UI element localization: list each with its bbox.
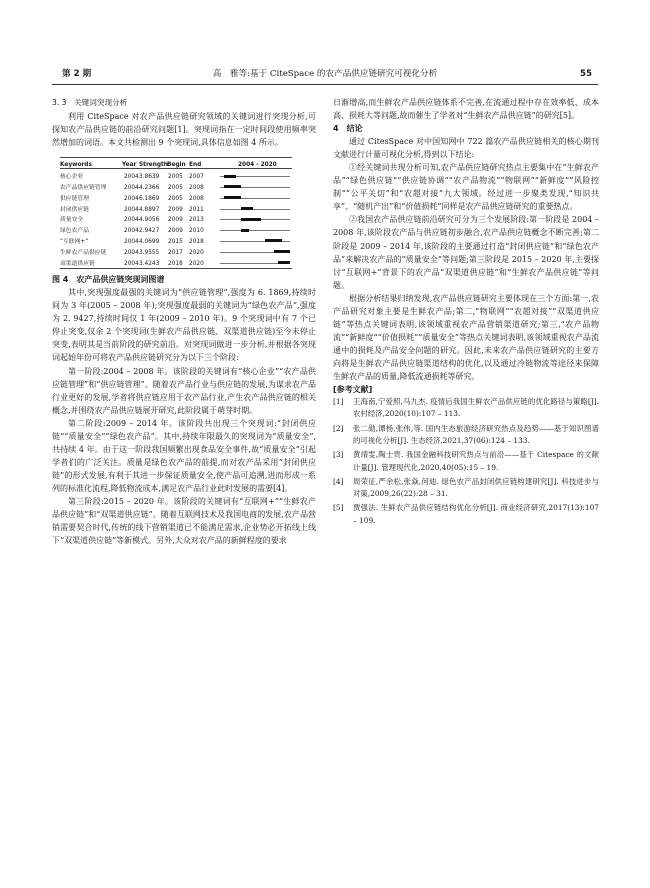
running-header bbox=[52, 66, 598, 82]
reference-number: [2] bbox=[333, 423, 344, 433]
paragraph: 根据分析结果归纳发现,农产品供应链研究主要体现在三个方面:第一,农产品研究对象主要是生鲜农产品;第二,“物联网”“农超对接”“双渠道供应链”等热点关键词表明,该领域重视农产品营销渠道研究;第三,“农产品物流”“新鲜度”“价值损耗”“质量安全”等热点关键词表明,该领域重视农产品流通中的损耗及产品安全问题的研究。因此,未来农产品供应链研究的主要方向将是生鲜农产品供应链渠道结构的优化,以及通过冷链物流等途径来保障生鲜农产品的质量,降低流通损耗等研究。 bbox=[333, 293, 599, 381]
paragraph: 利用 CiteSpace 对农产品供应链研究领域的关键词进行突现分析,可探知农产品供应链的前沿研究问题[1]。突现词指在一定时间段使用频率突然增加的词语。本文共检测出 9 个突现词,具体信息如图 4 所示。 bbox=[52, 112, 316, 148]
keyword-cell: 绿色农产品 bbox=[60, 228, 89, 235]
year-cell: 2004 bbox=[124, 238, 139, 245]
reference-number: [5] bbox=[333, 503, 344, 513]
end-cell: 2020 bbox=[189, 249, 204, 256]
end-cell: 2010 bbox=[189, 228, 204, 235]
begin-cell: 2017 bbox=[168, 249, 183, 256]
burst-row bbox=[60, 258, 292, 269]
page-number: 55 bbox=[580, 69, 592, 79]
strength-cell: 3.4243 bbox=[139, 260, 160, 267]
col-header-begin: Begin bbox=[167, 162, 186, 169]
keyword-cell: 封闭供应链 bbox=[60, 206, 89, 213]
year-cell: 2004 bbox=[124, 249, 139, 256]
end-cell: 2018 bbox=[189, 238, 204, 245]
right-column bbox=[333, 96, 599, 529]
paragraph: 日渐增高,而生鲜农产品供应链体系不完善,在流通过程中存在效率低、成本高、损耗大等问题,故而催生了学者对“生鲜农产品供应链”的研究[5]。 bbox=[333, 98, 599, 121]
end-cell: 2007 bbox=[189, 174, 204, 181]
burst-bar bbox=[241, 218, 262, 221]
burst-row bbox=[60, 236, 292, 247]
col-header-range: 2004 - 2020 bbox=[238, 162, 277, 169]
reference-text: 贾强法. 生鲜农产品供应链结构优化分析[J]. 商业经济研究,2017(13):107 – 109. bbox=[353, 503, 599, 525]
paragraph: ②我国农产品供应链前沿研究可分为三个发展阶段:第一阶段是 2004 – 2008 年,该阶段农产品与供应链初步融合,农产品供应链概念不断完善;第二阶段是 2009 – 2014 年,该阶段的主要通过打造“封闭供应链”和“绿色农产品”来解决农产品的“质量安全”等问题;第三阶段是 2015 – 2020 年,主要探讨“互联网+”背景下的农产品“双渠道供应链”和“生鲜农产品供应链”等问题。 bbox=[333, 215, 599, 290]
table-bottom-rule bbox=[60, 268, 292, 269]
reference-item bbox=[333, 476, 599, 501]
running-title: 高 雅等:基于 CiteSpace 的农产品供应链研究可视化分析 bbox=[212, 69, 438, 79]
reference-number: [4] bbox=[333, 476, 344, 486]
burst-row bbox=[60, 247, 292, 258]
reference-item bbox=[333, 423, 599, 448]
timeline-baseline bbox=[220, 230, 290, 231]
burst-row bbox=[60, 204, 292, 215]
keyword-cell: 质量安全 bbox=[60, 217, 84, 224]
col-header-end: End bbox=[189, 162, 202, 169]
burst-bar bbox=[224, 185, 240, 188]
reference-item bbox=[333, 502, 599, 527]
reference-item bbox=[333, 396, 599, 421]
paragraph: ①经关键词共现分析可知,农产品供应链研究热点主要集中在“生鲜农产品”“绿色供应链”“供应链协调”“农产品物流”“物联网”“新鲜度”“风险控制”“公平关切”和“农超对接”九大领域。经过进一步聚类发现,“知识共享”、“随机产出”和“价值损耗”同样是农产品供应链研究的重要热点。 bbox=[333, 163, 599, 212]
strength-cell: 4.8897 bbox=[139, 206, 160, 213]
end-cell: 2013 bbox=[189, 217, 204, 224]
reference-text: 王海南,宁爱照,马九杰. 疫情后我国生鲜农产品供应链的优化路径与策略[J]. 农村经济,2020(10):107 – 113. bbox=[353, 397, 599, 419]
figure-caption: 图 4 农产品供应链突现词图谱 bbox=[52, 275, 165, 285]
burst-bar bbox=[265, 239, 281, 242]
timeline-baseline bbox=[220, 209, 290, 210]
keyword-cell: “互联网+” bbox=[60, 238, 89, 245]
reference-text: 张二勋,谭杨,张伟,等. 国内生态旅游经济研究热点及趋势——基于知识图谱的可视化分析[J]. 生态经济,2021,37(06):124 – 133. bbox=[353, 423, 599, 445]
begin-cell: 2005 bbox=[168, 174, 183, 181]
burst-bar bbox=[224, 196, 240, 199]
strength-cell: 3.8639 bbox=[139, 174, 160, 181]
reference-list bbox=[333, 396, 599, 527]
year-cell: 2004 bbox=[124, 195, 139, 202]
burst-row bbox=[60, 214, 292, 225]
paragraph: 通过 CitesSpace 对中国知网中 722 篇农产品供应链相关的核心期刊文献进行计量可视化分析,得到以下结论: bbox=[333, 137, 599, 160]
burst-row bbox=[60, 225, 292, 236]
end-cell: 2008 bbox=[189, 184, 204, 191]
burst-row bbox=[60, 193, 292, 204]
begin-cell: 2009 bbox=[168, 217, 183, 224]
paragraph: 第二阶段:2009 – 2014 年。该阶段共出现三个突现词:“封闭供应链”“质量安全”“绿色农产品”。其中,持续年限最久的突现词为“质量安全”,共持续 4 年。由于这一阶段我国频繁出现食品安全事件,故“质量安全”引起学者们的广泛关注。质量是绿色农产品的前提,而对农产品采用“封闭供应链”的形式发展,有利于其进一步保证质量安全,使产品可追溯,进而形成一系列的标准化流程,降低物流成本,满足农产品行业此时发展的需要[4]。 bbox=[52, 418, 316, 493]
burst-row bbox=[60, 171, 292, 182]
strength-cell: 3.9555 bbox=[139, 249, 160, 256]
paragraph: 第三阶段:2015 – 2020 年。该阶段的关键词有“互联网+”“生鲜农产品供应链”和“双渠道供应链”。随着互联网技术及我国电商的发展,农产品营销需要契合时代,传统的线下营销渠道已不能满足需求,企业势必开拓线上线下“双渠道供应链”等新模式。另外,大众对农产品的新鲜程度的要求 bbox=[52, 496, 316, 546]
keyword-cell: 生鲜农产品供应链 bbox=[60, 249, 107, 256]
begin-cell: 2015 bbox=[168, 238, 183, 245]
col-header-keywords: Keywords bbox=[60, 162, 92, 169]
begin-cell: 2009 bbox=[168, 206, 183, 213]
strength-cell: 2.9427 bbox=[139, 228, 160, 235]
reference-number: [1] bbox=[333, 397, 344, 407]
paragraph: 第一阶段:2004 – 2008 年。该阶段的关键词有“核心企业”“农产品供应链管理”和“供应链管理”。随着农产品行业与供应链的发展,为谋求农产品行业更好的发展,学者将供应链应用于农产品行业,产生农产品供应链的相关概念,并围绕农产品供应链展开研究,此阶段属于萌芽时期。 bbox=[52, 366, 316, 415]
keyword-cell: 供应链管理 bbox=[60, 195, 89, 202]
keyword-cell: 双渠道供应链 bbox=[60, 260, 95, 267]
issue-number: 第 2 期 bbox=[62, 69, 92, 79]
section-heading-4: 4 结论 bbox=[333, 124, 363, 134]
begin-cell: 2005 bbox=[168, 184, 183, 191]
burst-bar bbox=[241, 207, 253, 210]
strength-cell: 6.1869 bbox=[139, 195, 160, 202]
reference-text: 周荣征,严余松,张焱,何迪. 绿色农产品封闭供应链构建研究[J]. 科技进步与对策,2009,26(22):28 – 31. bbox=[353, 476, 599, 499]
burst-keyword-figure bbox=[60, 157, 292, 273]
references-title: [参考文献] bbox=[333, 385, 373, 395]
strength-cell: 4.0699 bbox=[139, 238, 160, 245]
table-header-rule bbox=[60, 168, 292, 169]
burst-bar bbox=[278, 261, 290, 264]
keyword-cell: 农产品供应链管理 bbox=[60, 184, 107, 191]
begin-cell: 2018 bbox=[168, 260, 183, 267]
begin-cell: 2009 bbox=[168, 228, 183, 235]
burst-bar bbox=[241, 229, 249, 232]
burst-bar bbox=[274, 250, 290, 253]
col-header-year: Year bbox=[122, 162, 137, 169]
year-cell: 2004 bbox=[124, 217, 139, 224]
left-column bbox=[52, 96, 316, 547]
reference-number: [3] bbox=[333, 450, 344, 460]
section-heading-3-3: 3. 3 关键词突现分析 bbox=[52, 98, 128, 107]
header-rule bbox=[52, 84, 598, 85]
table-top-rule bbox=[60, 157, 292, 158]
strength-cell: 4.9056 bbox=[139, 217, 160, 224]
strength-cell: 4.2366 bbox=[139, 184, 160, 191]
paragraph: 其中,突现强度最强的关键词为“供应链管理”,强度为 6. 1869,持续时间为 3 年(2005 – 2008 年);突现强度最弱的关键词为“绿色农产品”,强度为 2. 9427,持续时间仅 1 年(2009 – 2010 年)。9 个突现词中有 7 个已停止突变,仅余 2 个突现词(生鲜农产品供应链、双渠道供应链)至今未停止突变,表明其是当前阶段的研究前沿。对突现词做进一步分析,并根据各突现词起始年份可将农产品供应链研究分为以下三个阶段: bbox=[52, 288, 316, 363]
begin-cell: 2005 bbox=[168, 195, 183, 202]
year-cell: 2004 bbox=[124, 260, 139, 267]
reference-item bbox=[333, 449, 599, 474]
end-cell: 2008 bbox=[189, 195, 204, 202]
end-cell: 2020 bbox=[189, 260, 204, 267]
year-cell: 2004 bbox=[124, 206, 139, 213]
burst-row bbox=[60, 182, 292, 193]
burst-bar bbox=[224, 175, 236, 178]
keyword-cell: 核心企业 bbox=[60, 174, 84, 181]
year-cell: 2004 bbox=[124, 184, 139, 191]
year-cell: 2004 bbox=[124, 228, 139, 235]
col-header-strength: Strength bbox=[139, 162, 168, 169]
reference-text: 黄靖雯,陶士贵. 我国金融科技研究热点与前沿——基于 Citespace 的文献计量[J]. 管理现代化,2020,40(05):15 – 19. bbox=[353, 450, 599, 472]
year-cell: 2004 bbox=[124, 174, 139, 181]
end-cell: 2011 bbox=[189, 206, 204, 213]
